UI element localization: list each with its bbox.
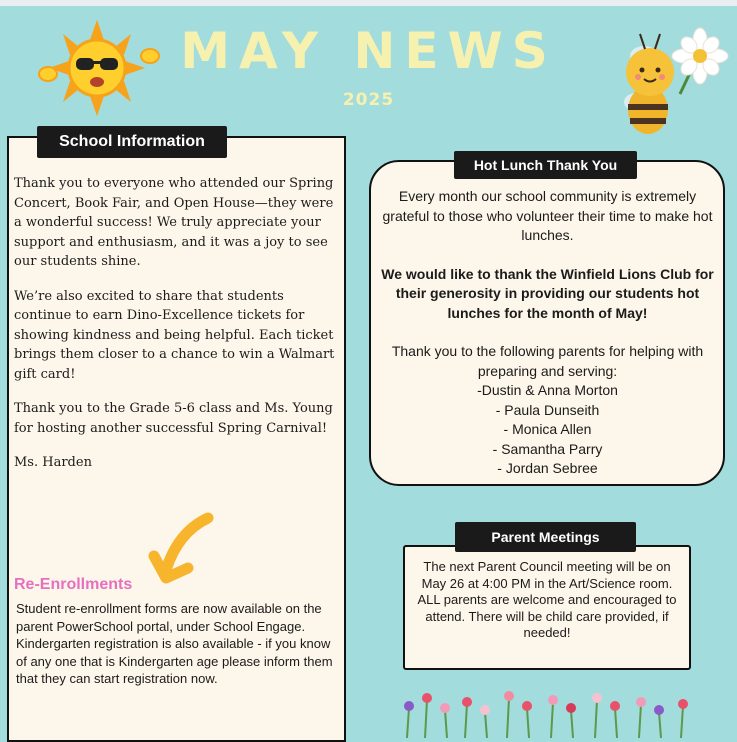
school-info-paragraph: Thank you to the Grade 5-6 class and Ms. Young for hosting another successful Spring Carnival! <box>14 401 333 436</box>
re-enrollments-text: Student re-enrollment forms are now available on the parent PowerSchool portal, under School Engage. Kindergarten registration is also available - if you know of any one that is Kindergarten age please inform them that they can start registration now. <box>16 601 333 686</box>
arrow-icon <box>148 512 218 592</box>
hot-lunch-thanks: We would like to thank the Winfield Lions Club for their generosity in providing our students hot lunches for the month of May! <box>381 265 714 321</box>
bee-with-flower-icon <box>600 24 730 139</box>
hot-lunch-heading: Hot Lunch Thank You <box>454 151 637 179</box>
helper-list-item: - Samantha Parry <box>492 440 603 457</box>
hot-lunch-text <box>380 187 715 479</box>
school-info-paragraph: Thank you to everyone who attended our Spring Concert, Book Fair, and Open House—they were a wonderful success! We truly appreciate your support and enthusiasm, and it was a joy to see our students shine. <box>14 176 334 269</box>
school-information-heading: School Information <box>37 126 227 158</box>
parent-meetings-heading: Parent Meetings <box>455 522 636 552</box>
hot-lunch-parents-intro: Thank you to the following parents for helping with preparing and serving: <box>391 343 704 379</box>
school-info-paragraph: We’re also excited to share that students continue to earn Dino-Excellence tickets for showing kindness and being helpful. Each ticket brings them closer to a chance to win a Walmart gift card! <box>14 288 335 382</box>
helper-list-item: - Jordan Sebree <box>497 460 598 476</box>
re-enrollments-heading: Re-Enrollments <box>14 576 133 593</box>
page-title: MAY NEWS <box>180 22 557 80</box>
helper-list-item: - Monica Allen <box>503 421 592 437</box>
hot-lunch-intro: Every month our school community is extremely grateful to those who volunteer their time to make hot lunches. <box>382 188 713 243</box>
school-information-text <box>14 174 344 488</box>
parent-meetings-text: The next Parent Council meeting will be on May 26 at 4:00 PM in the Art/Science room. ALL parents are welcome and encouraged to attend. There will be child care provided, if needed! <box>417 559 677 640</box>
flowers-icon <box>395 686 695 738</box>
page-year: 2025 <box>342 90 395 110</box>
helper-list-item: -Dustin & Anna Morton <box>477 382 618 398</box>
signature: Ms. Harden <box>14 455 92 470</box>
top-strip <box>0 0 737 6</box>
helper-list-item: - Paula Dunseith <box>495 401 600 418</box>
sun-with-sunglasses-icon <box>32 18 162 118</box>
